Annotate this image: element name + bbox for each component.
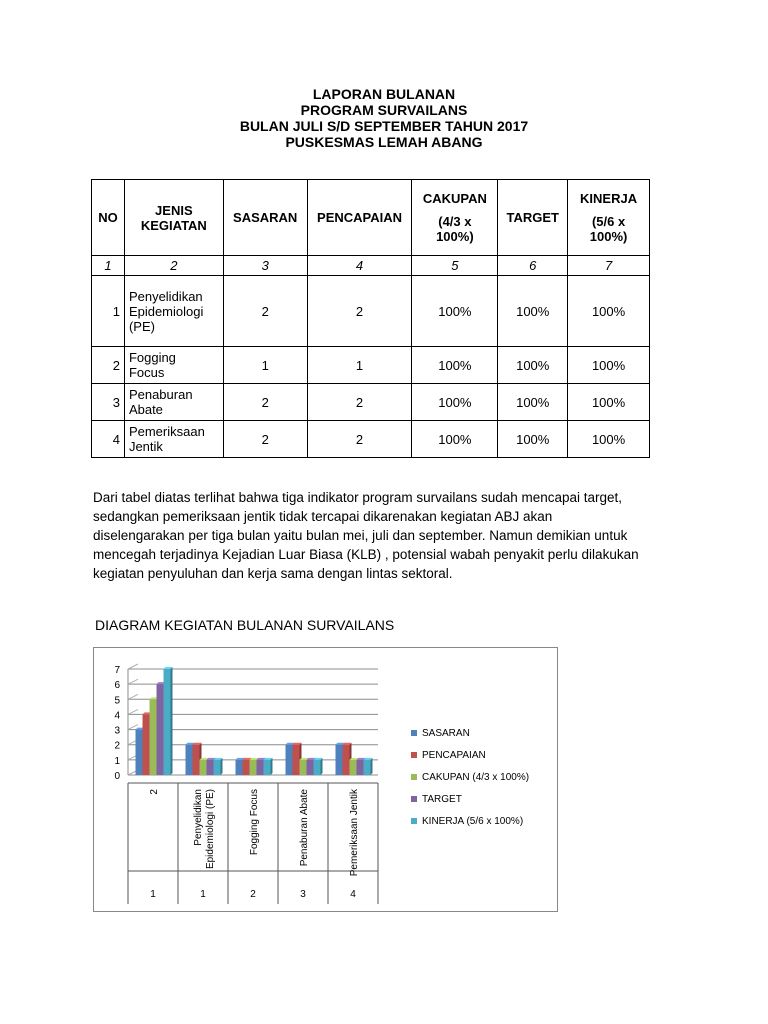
bar bbox=[357, 760, 364, 775]
summary-paragraph: Dari tabel diatas terlihat bahwa tiga indikator program survailans sudah mencapai target, sedangkan pemeriksaan jentik tidak tercapai dikarenakan kegiatan ABJ akan diselengarakan per tiga bulan yaitu bulan mei, juli dan september. Namun demikian untuk mencegah terjadinya Kejadian Luar Biasa (KLB) , potensial wabah penyakit perlu dilakukan kegiatan penyuluhan dan kerja sama dengan lintas sektoral. bbox=[93, 490, 639, 581]
header-pencapaian: PENCAPAIAN bbox=[307, 180, 412, 256]
outer-category-label: 1 bbox=[150, 889, 156, 900]
outer-category-label: 3 bbox=[300, 889, 306, 900]
report-title-line2: PROGRAM SURVAILANS bbox=[300, 102, 468, 118]
numbering-row bbox=[92, 256, 650, 276]
row-pencapaian: 2 bbox=[307, 384, 412, 421]
x-tick-label: Fogging Focus bbox=[249, 789, 260, 856]
numbering-cell: 1 bbox=[92, 256, 125, 276]
report-title-line3: BULAN JULI S/D SEPTEMBER TAHUN 2017 bbox=[239, 118, 529, 134]
y-tick-label: 2 bbox=[114, 740, 120, 752]
legend-swatch bbox=[411, 752, 417, 758]
header-kinerja: KINERJA (5/6 x 100%) bbox=[568, 180, 650, 256]
bar bbox=[193, 745, 200, 775]
row-jenis: Penyelidikan Epidemiologi (PE) bbox=[124, 276, 223, 347]
bar-side bbox=[171, 667, 173, 775]
legend-label: SASARAN bbox=[422, 728, 470, 739]
row-no: 3 bbox=[92, 384, 125, 421]
bar bbox=[364, 760, 371, 775]
numbering-cell: 2 bbox=[124, 256, 223, 276]
table-header-row bbox=[92, 180, 650, 256]
bar bbox=[143, 714, 150, 775]
y-tick-label: 7 bbox=[114, 665, 120, 676]
row-no: 1 bbox=[92, 276, 125, 347]
table-row bbox=[92, 276, 650, 347]
bar-chart bbox=[93, 647, 558, 912]
table-row bbox=[92, 421, 650, 458]
numbering-cell: 3 bbox=[223, 256, 307, 276]
row-jenis: Pemeriksaan Jentik bbox=[124, 421, 223, 458]
row-sasaran: 2 bbox=[223, 276, 307, 347]
bar-side bbox=[271, 758, 273, 775]
row-target: 100% bbox=[498, 347, 568, 384]
header-cakupan: CAKUPAN (4/3 x 100%) bbox=[412, 180, 498, 256]
bar bbox=[257, 760, 264, 775]
row-kinerja: 100% bbox=[568, 276, 650, 347]
bar bbox=[307, 760, 314, 775]
numbering-cell: 7 bbox=[568, 256, 650, 276]
row-pencapaian: 2 bbox=[307, 276, 412, 347]
header-no: NO bbox=[92, 180, 125, 256]
bar bbox=[264, 760, 271, 775]
row-sasaran: 1 bbox=[223, 347, 307, 384]
bar bbox=[186, 745, 193, 775]
bar-side bbox=[371, 758, 373, 775]
x-tick-label: Penyelidikan bbox=[193, 789, 204, 846]
row-pencapaian: 1 bbox=[307, 347, 412, 384]
row-cakupan: 100% bbox=[412, 421, 498, 458]
header-target: TARGET bbox=[498, 180, 568, 256]
legend-label: CAKUPAN (4/3 x 100%) bbox=[422, 772, 530, 783]
x-tick-label: Penaburan Abate bbox=[299, 789, 310, 867]
bar bbox=[200, 760, 207, 775]
row-no: 2 bbox=[92, 347, 125, 384]
legend-swatch bbox=[411, 730, 417, 736]
bar bbox=[314, 760, 321, 775]
bar-side bbox=[321, 758, 323, 775]
report-title-line1: LAPORAN BULANAN bbox=[312, 86, 456, 102]
y-tick-label: 1 bbox=[114, 755, 120, 767]
x-tick-label: 2 bbox=[149, 789, 160, 795]
row-no: 4 bbox=[92, 421, 125, 458]
bar-side bbox=[221, 758, 223, 775]
header-sasaran: SASARAN bbox=[223, 180, 307, 256]
x-tick-label: Pemeriksaan Jentik bbox=[349, 789, 360, 877]
numbering-cell: 4 bbox=[307, 256, 412, 276]
bar bbox=[336, 745, 343, 775]
bar bbox=[164, 669, 171, 775]
bar bbox=[207, 760, 214, 775]
y-tick-label: 5 bbox=[114, 695, 120, 707]
outer-category-label: 2 bbox=[250, 889, 256, 900]
row-cakupan: 100% bbox=[412, 347, 498, 384]
row-cakupan: 100% bbox=[412, 276, 498, 347]
bar bbox=[236, 760, 243, 775]
bar bbox=[343, 745, 350, 775]
legend-swatch bbox=[411, 818, 417, 824]
bar bbox=[286, 745, 293, 775]
numbering-cell: 5 bbox=[412, 256, 498, 276]
report-table bbox=[91, 179, 650, 458]
chart-title: DIAGRAM KEGIATAN BULANAN SURVAILANS bbox=[95, 617, 395, 633]
row-kinerja: 100% bbox=[568, 347, 650, 384]
outer-category-label: 1 bbox=[200, 889, 206, 900]
report-title-line4: PUSKESMAS LEMAH ABANG bbox=[285, 134, 483, 150]
row-jenis: Fogging Focus bbox=[124, 347, 223, 384]
numbering-cell: 6 bbox=[498, 256, 568, 276]
bar bbox=[157, 684, 164, 775]
row-kinerja: 100% bbox=[568, 384, 650, 421]
bar bbox=[136, 730, 143, 775]
header-jenis-kegiatan: JENIS KEGIATAN bbox=[124, 180, 223, 256]
outer-category-label: 4 bbox=[350, 889, 356, 900]
bar bbox=[150, 699, 157, 775]
bar bbox=[350, 760, 357, 775]
y-tick-label: 0 bbox=[114, 771, 120, 782]
bar bbox=[250, 760, 257, 775]
row-kinerja: 100% bbox=[568, 421, 650, 458]
row-cakupan: 100% bbox=[412, 384, 498, 421]
y-tick-label: 6 bbox=[114, 680, 120, 692]
legend-label: KINERJA (5/6 x 100%) bbox=[422, 816, 524, 827]
legend-swatch bbox=[411, 774, 417, 780]
x-tick-label: Epidemiologi (PE) bbox=[205, 789, 216, 870]
bar bbox=[214, 760, 221, 775]
row-target: 100% bbox=[498, 384, 568, 421]
legend-label: PENCAPAIAN bbox=[422, 750, 486, 761]
table-row bbox=[92, 384, 650, 421]
legend-label: TARGET bbox=[422, 794, 462, 805]
bar bbox=[293, 745, 300, 775]
row-sasaran: 2 bbox=[223, 421, 307, 458]
y-tick-label: 4 bbox=[114, 710, 120, 722]
legend-swatch bbox=[411, 796, 417, 802]
bar bbox=[243, 760, 250, 775]
bar bbox=[300, 760, 307, 775]
row-target: 100% bbox=[498, 276, 568, 347]
row-target: 100% bbox=[498, 421, 568, 458]
row-jenis: Penaburan Abate bbox=[124, 384, 223, 421]
table-row bbox=[92, 347, 650, 384]
y-tick-label: 3 bbox=[114, 725, 120, 737]
row-pencapaian: 2 bbox=[307, 421, 412, 458]
row-sasaran: 2 bbox=[223, 384, 307, 421]
